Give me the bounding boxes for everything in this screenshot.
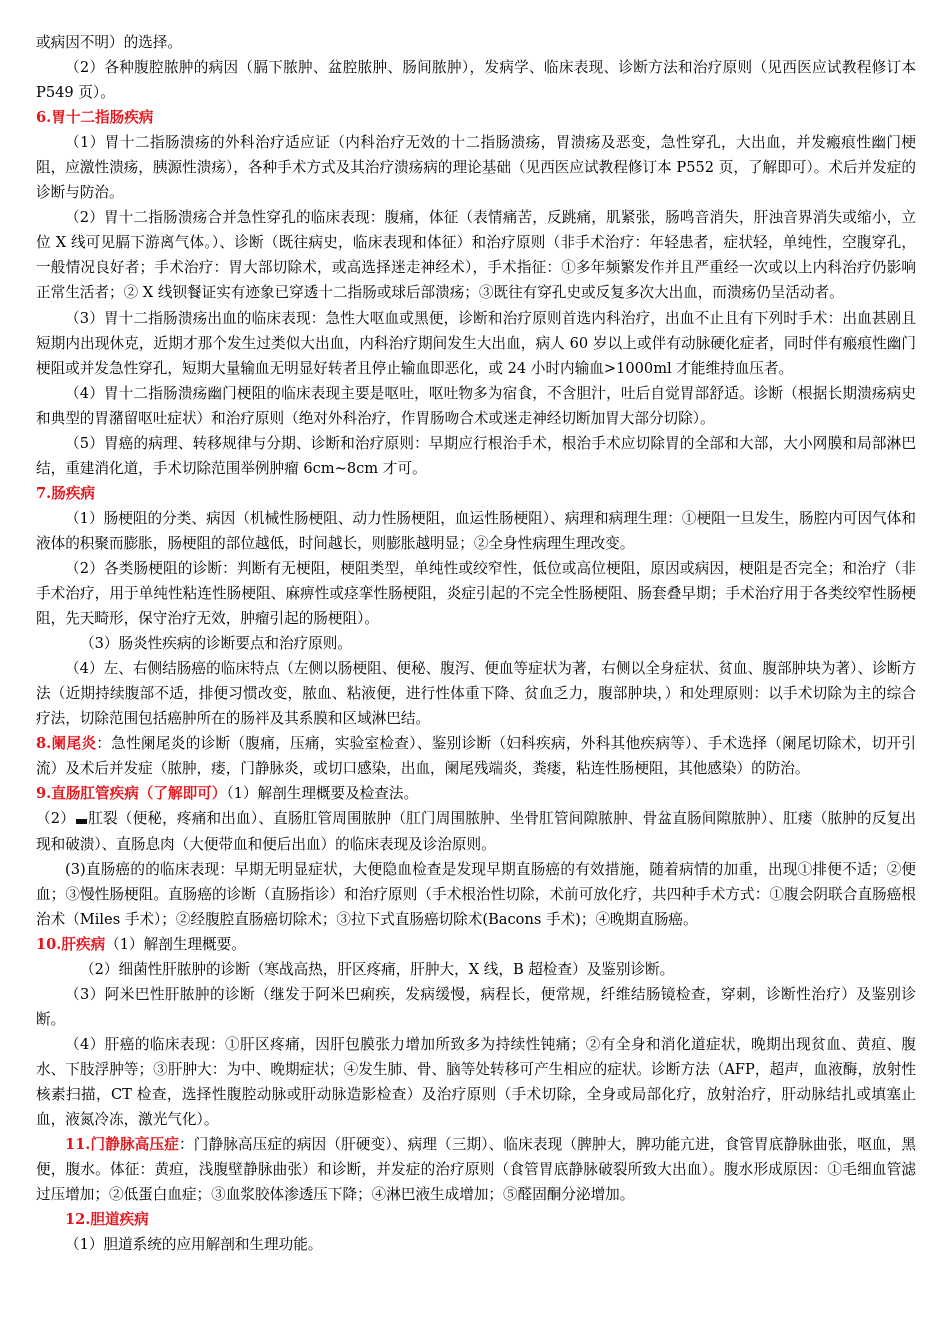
paragraph-text: ：门静脉高压症的病因（肝硬变）、病理（三期）、临床表现（脾肿大，脾功能亢进，食管胃底静脉曲张，呕血，黑便，腹水。体征：黄疸，浅腹壁静脉曲张）和诊断，并发症的治疗原则（食管胃底静脉破裂所致大出血）。腹水形成原因：①毛细血管滤过压增加；②低蛋白血症；③血浆胶体渗透压下降；④淋巴液生成增加；⑤醛固酮分泌增加。 bbox=[36, 1136, 917, 1204]
paragraph bbox=[36, 731, 916, 781]
paragraph bbox=[36, 806, 916, 856]
paragraph-text: （2） bbox=[36, 810, 76, 828]
paragraph-text: （1）解剖生理概要及检查法。 bbox=[226, 785, 419, 803]
paragraph: （1）胆道系统的应用解剖和生理功能。 bbox=[65, 1236, 323, 1254]
paragraph: （2）细菌性肝脓肿的诊断（寒战高热，肝区疼痛，肝肿大，X 线，B 超检查）及鉴别诊断。 bbox=[80, 960, 675, 978]
paragraph: （4）肝癌的临床表现：①肝区疼痛，因肝包膜张力增加所致多为持续性钝痛；②有全身和消化道症状，晚期出现贫血、黄疸、腹水、下肢浮肿等；③肝肿大：为中、晚期症状；④发生肺、骨、脑等处转移可产生相应的症状。诊断方法（AFP，超声，血液酶，放射性核素扫描，CT 检查，选择性腹腔动脉或肝动脉造影检查）及治疗原则（手术切除，全身或局部化疗，放射治疗，肝动脉结扎或填塞止血，液氮冷冻，激光气化）。 bbox=[36, 1035, 916, 1129]
section-heading-12: 12.胆道疾病 bbox=[65, 1211, 149, 1229]
paragraph: （5）胃癌的病理、转移规律与分期、诊断和治疗原则：早期应行根治手术，根治手术应切除胃的全部和大部，大小网膜和局部淋巴结，重建消化道，手术切除范围举例肿瘤 6cm~8cm 才可。 bbox=[36, 434, 916, 477]
paragraph: （3）阿米巴性肝脓肿的诊断（继发于阿米巴痢疾，发病缓慢，病程长，便常规，纤维结肠镜检查，穿刺，诊断性治疗）及鉴别诊断。 bbox=[36, 985, 916, 1028]
paragraph: （1）肠梗阻的分类、病因（机械性肠梗阻、动力性肠梗阻，血运性肠梗阻）、病理和病理生理：①梗阻一旦发生，肠腔内可因气体和液体的积聚而膨胀，肠梗阻的部位越低，时间越长，则膨胀越明显；②全身性病理生理改变。 bbox=[36, 509, 916, 552]
section-heading-11: 11.门静脉高压症 bbox=[65, 1136, 179, 1154]
paragraph bbox=[36, 781, 916, 806]
paragraph-text: 肛裂（便秘，疼痛和出血）、直肠肛管周围脓肿（肛门周围脓肿、坐骨肛管间隙脓肿、骨盆直肠间隙脓肿）、肛瘘（脓肿的反复出现和破溃）、直肠息肉（大便带血和便后出血）的临床表现及诊治原则。 bbox=[36, 810, 916, 853]
paragraph: （4）胃十二指肠溃疡幽门梗阻的临床表现主要是呕吐，呕吐物多为宿食，不含胆汁，吐后自觉胃部舒适。诊断（根据长期溃疡病史和典型的胃潴留呕吐症状）和治疗原则（绝对外科治疗，作胃肠吻合术或迷走神经切断加胃大部分切除）。 bbox=[36, 384, 916, 427]
paragraph: （3）肠炎性疾病的诊断要点和治疗原则。 bbox=[80, 635, 352, 653]
paragraph bbox=[36, 1132, 916, 1207]
section-heading-6: 6.胃十二指肠疾病 bbox=[36, 109, 154, 127]
paragraph: （3）胃十二指肠溃疡出血的临床表现：急性大呕血或黑便，诊断和治疗原则首选内科治疗，出血不止且有下列时手术：出血甚剧且短期内出现休克，近期才那个发生过类似大出血，内科治疗期间发生大出血，病人 60 岁以上或伴有动脉硬化症者，同时伴有瘢痕性幽门梗阻或并发急性穿孔，短期大量输血无明显好转者且停止输血即恶化，或 24 小时内输血>1000ml 才能维持血压者。 bbox=[36, 309, 916, 377]
section-heading-7: 7.肠疾病 bbox=[36, 484, 96, 502]
paragraph-text: （1）解剖生理概要。 bbox=[105, 935, 246, 953]
section-heading-10: 10.肝疾病 bbox=[36, 935, 106, 953]
paragraph: （2）各类肠梗阻的诊断：判断有无梗阻，梗阻类型，单纯性或绞窄性，低位或高位梗阻，原因或病因，梗阻是否完全；和治疗（非手术治疗，用于单纯性粘连性肠梗阻、麻痹性或痉挛性肠梗阻，炎症引起的不完全性肠梗阻、肠套叠早期；手术治疗用于各类绞窄性肠梗阻，先天畸形，保守治疗无效，肿瘤引起的肠梗阻）。 bbox=[36, 559, 916, 628]
paragraph bbox=[36, 932, 916, 957]
document-page bbox=[36, 30, 916, 1257]
section-heading-8: 8.阑尾炎 bbox=[36, 735, 97, 753]
section-heading-9: 9.直肠肛管疾病（了解即可） bbox=[36, 785, 227, 803]
paragraph: （4）左、右侧结肠癌的临床特点（左侧以肠梗阻、便秘、腹泻、便血等症状为著，右侧以全身症状、贫血、腹部肿块为著）、诊断方法（近期持续腹部不适，排便习惯改变，脓血、粘液便，进行性体重下降、贫血乏力，腹部肿块，）和处理原则：以手术切除为主的综合疗法，切除范围包括癌肿所在的肠袢及其系膜和区域淋巴结。 bbox=[36, 660, 916, 728]
black-mark-icon bbox=[76, 819, 87, 824]
paragraph: （2）各种腹腔脓肿的病因（膈下脓肿、盆腔脓肿、肠间脓肿），发病学、临床表现、诊断方法和治疗原则（见西医应试教程修订本 P549 页）。 bbox=[36, 59, 916, 102]
paragraph: （2）胃十二指肠溃疡合并急性穿孔的临床表现：腹痛，体征（表情痛苦，反跳痛，肌紧张，肠鸣音消失，肝浊音界消失或缩小，立位 X 线可见膈下游离气体。）、诊断（既往病史，临床表现和体征）和治疗原则（非手术治疗：年轻患者，症状轻，单纯性，空腹穿孔，一般情况良好者；手术治疗：胃大部切除术，或高选择迷走神经术），手术指征：①多年频繁发作并且严重经一次或以上内科治疗仍影响正常生活者；② X 线钡餐证实有迹象已穿透十二指肠或球后部溃疡；③既往有穿孔史或反复多次大出血，而溃疡仍呈活动者。 bbox=[36, 209, 916, 302]
paragraph: (3)直肠癌的的临床表现：早期无明显症状，大便隐血检查是发现早期直肠癌的有效措施，随着病情的加重，出现①排便不适；②便血；③慢性肠梗阻。直肠癌的诊断（直肠指诊）和治疗原则（手术根治性切除，术前可放化疗，共四种手术方式：①腹会阴联合直肠癌根治术（Miles 手术）；②经腹腔直肠癌切除术；③拉下式直肠癌切除术(Bacons 手术)；④晚期直肠癌。 bbox=[36, 860, 916, 928]
paragraph: 或病因不明）的选择。 bbox=[36, 34, 182, 51]
paragraph: （1）胃十二指肠溃疡的外科治疗适应证（内科治疗无效的十二指肠溃疡，胃溃疡及恶变，急性穿孔，大出血，并发瘢痕性幽门梗阻，应激性溃疡，胰源性溃疡），各种手术方式及其治疗溃疡病的理论基础（见西医应试教程修订本 P552 页，了解即可）。术后并发症的诊断与防治。 bbox=[36, 134, 916, 202]
paragraph-text: ：急性阑尾炎的诊断（腹痛，压痛，实验室检查）、鉴别诊断（妇科疾病，外科其他疾病等）、手术选择（阑尾切除术，切开引流）及术后并发症（脓肿，瘘，门静脉炎，或切口感染，出血，阑尾残端炎，粪瘘，粘连性肠梗阻，其他感染）的防治。 bbox=[36, 735, 916, 778]
